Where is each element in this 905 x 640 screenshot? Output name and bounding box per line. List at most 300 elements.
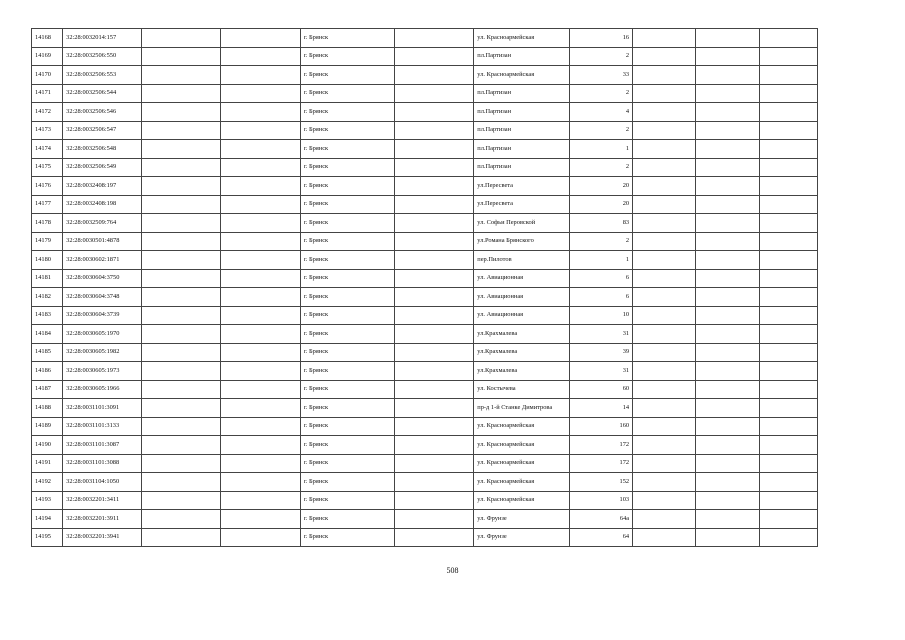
table-row	[32, 195, 818, 214]
empty-cell	[220, 214, 300, 233]
empty-cell	[142, 288, 221, 307]
empty-cell	[142, 177, 221, 196]
cadastral-number-cell: 32:28:0031101:3133	[63, 417, 142, 436]
empty-cell	[759, 251, 817, 270]
empty-cell	[142, 436, 221, 455]
city-cell: г. Брянск	[300, 29, 394, 48]
table-body	[32, 29, 818, 547]
cadastral-number-cell: 32:28:0032408:197	[63, 177, 142, 196]
empty-cell	[696, 343, 759, 362]
empty-cell	[220, 306, 300, 325]
empty-cell	[220, 362, 300, 381]
empty-cell	[142, 454, 221, 473]
city-cell: г. Брянск	[300, 269, 394, 288]
empty-cell	[696, 362, 759, 381]
table-row	[32, 103, 818, 122]
empty-cell	[142, 417, 221, 436]
empty-cell	[696, 158, 759, 177]
empty-cell	[142, 103, 221, 122]
city-cell: г. Брянск	[300, 66, 394, 85]
city-cell: г. Брянск	[300, 510, 394, 529]
empty-cell	[633, 158, 696, 177]
empty-cell	[142, 343, 221, 362]
empty-cell	[220, 177, 300, 196]
empty-cell	[395, 288, 474, 307]
house-number-cell: 4	[569, 103, 632, 122]
empty-cell	[759, 158, 817, 177]
row-number-cell: 14169	[32, 47, 63, 66]
empty-cell	[395, 251, 474, 270]
empty-cell	[696, 29, 759, 48]
empty-cell	[759, 380, 817, 399]
cadastral-number-cell: 32:28:0030605:1966	[63, 380, 142, 399]
street-cell: ул. Авиационная	[474, 306, 570, 325]
empty-cell	[395, 436, 474, 455]
empty-cell	[395, 195, 474, 214]
empty-cell	[759, 121, 817, 140]
empty-cell	[395, 29, 474, 48]
empty-cell	[395, 47, 474, 66]
empty-cell	[220, 195, 300, 214]
empty-cell	[633, 66, 696, 85]
empty-cell	[142, 66, 221, 85]
table-row	[32, 269, 818, 288]
row-number-cell: 14185	[32, 343, 63, 362]
empty-cell	[395, 140, 474, 159]
empty-cell	[696, 473, 759, 492]
house-number-cell: 39	[569, 343, 632, 362]
empty-cell	[142, 380, 221, 399]
empty-cell	[696, 325, 759, 344]
row-number-cell: 14180	[32, 251, 63, 270]
table-row	[32, 399, 818, 418]
row-number-cell: 14184	[32, 325, 63, 344]
empty-cell	[633, 417, 696, 436]
empty-cell	[633, 343, 696, 362]
empty-cell	[759, 325, 817, 344]
street-cell: ул. Авиационная	[474, 269, 570, 288]
empty-cell	[395, 343, 474, 362]
house-number-cell: 1	[569, 140, 632, 159]
house-number-cell: 2	[569, 47, 632, 66]
house-number-cell: 20	[569, 195, 632, 214]
empty-cell	[142, 29, 221, 48]
empty-cell	[696, 177, 759, 196]
empty-cell	[759, 510, 817, 529]
row-number-cell: 14190	[32, 436, 63, 455]
empty-cell	[395, 528, 474, 547]
cadastral-number-cell: 32:28:0031101:3091	[63, 399, 142, 418]
empty-cell	[696, 140, 759, 159]
street-cell: пл.Партизан	[474, 121, 570, 140]
row-number-cell: 14170	[32, 66, 63, 85]
empty-cell	[395, 380, 474, 399]
table-row	[32, 343, 818, 362]
cadastral-number-cell: 32:28:0032506:548	[63, 140, 142, 159]
cadastral-number-cell: 32:28:0032506:550	[63, 47, 142, 66]
house-number-cell: 10	[569, 306, 632, 325]
empty-cell	[759, 528, 817, 547]
empty-cell	[142, 325, 221, 344]
street-cell: ул. Фрунзе	[474, 528, 570, 547]
empty-cell	[395, 491, 474, 510]
cadastral-number-cell: 32:28:0032506:546	[63, 103, 142, 122]
empty-cell	[142, 121, 221, 140]
row-number-cell: 14176	[32, 177, 63, 196]
street-cell: пл.Партизан	[474, 158, 570, 177]
house-number-cell: 31	[569, 325, 632, 344]
table-row	[32, 454, 818, 473]
city-cell: г. Брянск	[300, 417, 394, 436]
empty-cell	[696, 66, 759, 85]
empty-cell	[395, 232, 474, 251]
empty-cell	[633, 177, 696, 196]
empty-cell	[220, 84, 300, 103]
house-number-cell: 103	[569, 491, 632, 510]
empty-cell	[142, 195, 221, 214]
empty-cell	[142, 158, 221, 177]
empty-cell	[395, 510, 474, 529]
empty-cell	[696, 306, 759, 325]
cadastral-number-cell: 32:28:0031101:3088	[63, 454, 142, 473]
city-cell: г. Брянск	[300, 454, 394, 473]
street-cell: ул. Софьи Перовской	[474, 214, 570, 233]
house-number-cell: 152	[569, 473, 632, 492]
empty-cell	[395, 306, 474, 325]
row-number-cell: 14178	[32, 214, 63, 233]
row-number-cell: 14182	[32, 288, 63, 307]
city-cell: г. Брянск	[300, 103, 394, 122]
empty-cell	[142, 510, 221, 529]
row-number-cell: 14187	[32, 380, 63, 399]
empty-cell	[633, 362, 696, 381]
table-row	[32, 510, 818, 529]
city-cell: г. Брянск	[300, 47, 394, 66]
table-row	[32, 251, 818, 270]
empty-cell	[696, 47, 759, 66]
empty-cell	[759, 66, 817, 85]
empty-cell	[142, 399, 221, 418]
cadastral-number-cell: 32:28:0032506:553	[63, 66, 142, 85]
empty-cell	[395, 103, 474, 122]
table-row	[32, 29, 818, 48]
empty-cell	[759, 306, 817, 325]
registry-table	[31, 28, 818, 547]
cadastral-number-cell: 32:28:0032014:157	[63, 29, 142, 48]
house-number-cell: 31	[569, 362, 632, 381]
empty-cell	[220, 473, 300, 492]
row-number-cell: 14192	[32, 473, 63, 492]
row-number-cell: 14168	[32, 29, 63, 48]
cadastral-number-cell: 32:28:0030605:1970	[63, 325, 142, 344]
empty-cell	[633, 195, 696, 214]
empty-cell	[220, 269, 300, 288]
cadastral-number-cell: 32:28:0032506:549	[63, 158, 142, 177]
house-number-cell: 2	[569, 121, 632, 140]
empty-cell	[220, 66, 300, 85]
row-number-cell: 14174	[32, 140, 63, 159]
street-cell: ул.Крахмалева	[474, 362, 570, 381]
table-row	[32, 140, 818, 159]
empty-cell	[220, 399, 300, 418]
cadastral-number-cell: 32:28:0030602:1871	[63, 251, 142, 270]
cadastral-number-cell: 32:28:0030604:3750	[63, 269, 142, 288]
row-number-cell: 14177	[32, 195, 63, 214]
row-number-cell: 14175	[32, 158, 63, 177]
cadastral-number-cell: 32:28:0032408:198	[63, 195, 142, 214]
city-cell: г. Брянск	[300, 232, 394, 251]
street-cell: ул. Фрунзе	[474, 510, 570, 529]
city-cell: г. Брянск	[300, 158, 394, 177]
city-cell: г. Брянск	[300, 140, 394, 159]
empty-cell	[759, 343, 817, 362]
empty-cell	[759, 491, 817, 510]
empty-cell	[142, 47, 221, 66]
empty-cell	[220, 232, 300, 251]
empty-cell	[142, 362, 221, 381]
cadastral-number-cell: 32:28:0031101:3087	[63, 436, 142, 455]
empty-cell	[142, 232, 221, 251]
empty-cell	[220, 140, 300, 159]
street-cell: ул. Костычева	[474, 380, 570, 399]
table-row	[32, 177, 818, 196]
house-number-cell: 64	[569, 528, 632, 547]
empty-cell	[759, 195, 817, 214]
empty-cell	[696, 528, 759, 547]
empty-cell	[395, 158, 474, 177]
empty-cell	[759, 454, 817, 473]
empty-cell	[220, 510, 300, 529]
street-cell: ул. Красноармейская	[474, 66, 570, 85]
empty-cell	[142, 491, 221, 510]
empty-cell	[395, 454, 474, 473]
house-number-cell: 6	[569, 288, 632, 307]
empty-cell	[142, 140, 221, 159]
table-row	[32, 417, 818, 436]
empty-cell	[696, 510, 759, 529]
empty-cell	[759, 417, 817, 436]
empty-cell	[220, 158, 300, 177]
street-cell: пл.Партизан	[474, 47, 570, 66]
empty-cell	[759, 84, 817, 103]
cadastral-number-cell: 32:28:0030501:4878	[63, 232, 142, 251]
empty-cell	[696, 417, 759, 436]
city-cell: г. Брянск	[300, 436, 394, 455]
city-cell: г. Брянск	[300, 325, 394, 344]
empty-cell	[142, 473, 221, 492]
empty-cell	[633, 47, 696, 66]
street-cell: ул.Крахмалева	[474, 343, 570, 362]
empty-cell	[220, 29, 300, 48]
empty-cell	[395, 325, 474, 344]
street-cell: ул. Красноармейская	[474, 454, 570, 473]
city-cell: г. Брянск	[300, 343, 394, 362]
empty-cell	[220, 343, 300, 362]
house-number-cell: 160	[569, 417, 632, 436]
empty-cell	[220, 103, 300, 122]
empty-cell	[633, 84, 696, 103]
empty-cell	[696, 214, 759, 233]
house-number-cell: 60	[569, 380, 632, 399]
empty-cell	[633, 510, 696, 529]
empty-cell	[220, 454, 300, 473]
empty-cell	[220, 417, 300, 436]
empty-cell	[696, 399, 759, 418]
table-row	[32, 436, 818, 455]
empty-cell	[633, 454, 696, 473]
cadastral-number-cell: 32:28:0030604:3739	[63, 306, 142, 325]
empty-cell	[633, 399, 696, 418]
street-cell: ул.Пересвета	[474, 195, 570, 214]
empty-cell	[633, 121, 696, 140]
empty-cell	[220, 251, 300, 270]
street-cell: ул.Пересвета	[474, 177, 570, 196]
city-cell: г. Брянск	[300, 473, 394, 492]
empty-cell	[142, 269, 221, 288]
cadastral-number-cell: 32:28:0032201:3941	[63, 528, 142, 547]
empty-cell	[633, 103, 696, 122]
empty-cell	[759, 399, 817, 418]
table-row	[32, 491, 818, 510]
table-row	[32, 232, 818, 251]
row-number-cell: 14191	[32, 454, 63, 473]
row-number-cell: 14172	[32, 103, 63, 122]
cadastral-number-cell: 32:28:0032201:3411	[63, 491, 142, 510]
house-number-cell: 16	[569, 29, 632, 48]
house-number-cell: 2	[569, 232, 632, 251]
cadastral-number-cell: 32:28:0030605:1973	[63, 362, 142, 381]
row-number-cell: 14181	[32, 269, 63, 288]
city-cell: г. Брянск	[300, 362, 394, 381]
house-number-cell: 64а	[569, 510, 632, 529]
empty-cell	[220, 121, 300, 140]
empty-cell	[633, 29, 696, 48]
empty-cell	[220, 325, 300, 344]
empty-cell	[395, 399, 474, 418]
row-number-cell: 14189	[32, 417, 63, 436]
empty-cell	[220, 491, 300, 510]
empty-cell	[633, 251, 696, 270]
cadastral-number-cell: 32:28:0031104:1050	[63, 473, 142, 492]
empty-cell	[696, 251, 759, 270]
empty-cell	[395, 417, 474, 436]
empty-cell	[633, 306, 696, 325]
empty-cell	[633, 232, 696, 251]
street-cell: пл.Партизан	[474, 140, 570, 159]
street-cell: пер.Пилотов	[474, 251, 570, 270]
empty-cell	[142, 528, 221, 547]
empty-cell	[220, 528, 300, 547]
row-number-cell: 14179	[32, 232, 63, 251]
empty-cell	[220, 288, 300, 307]
empty-cell	[633, 380, 696, 399]
empty-cell	[696, 436, 759, 455]
table-row	[32, 84, 818, 103]
table-row	[32, 121, 818, 140]
city-cell: г. Брянск	[300, 380, 394, 399]
street-cell: ул. Авиационная	[474, 288, 570, 307]
street-cell: пр-д 1-й Станке Димитрова	[474, 399, 570, 418]
row-number-cell: 14173	[32, 121, 63, 140]
cadastral-number-cell: 32:28:0030605:1982	[63, 343, 142, 362]
empty-cell	[759, 214, 817, 233]
empty-cell	[633, 436, 696, 455]
empty-cell	[633, 528, 696, 547]
table-row	[32, 66, 818, 85]
city-cell: г. Брянск	[300, 195, 394, 214]
house-number-cell: 83	[569, 214, 632, 233]
city-cell: г. Брянск	[300, 491, 394, 510]
street-cell: ул. Красноармейская	[474, 29, 570, 48]
empty-cell	[696, 84, 759, 103]
table-row	[32, 380, 818, 399]
empty-cell	[696, 121, 759, 140]
city-cell: г. Брянск	[300, 84, 394, 103]
empty-cell	[633, 491, 696, 510]
house-number-cell: 2	[569, 158, 632, 177]
row-number-cell: 14188	[32, 399, 63, 418]
empty-cell	[395, 473, 474, 492]
street-cell: ул. Красноармейская	[474, 491, 570, 510]
empty-cell	[220, 436, 300, 455]
table-row	[32, 288, 818, 307]
row-number-cell: 14171	[32, 84, 63, 103]
house-number-cell: 6	[569, 269, 632, 288]
empty-cell	[759, 232, 817, 251]
city-cell: г. Брянск	[300, 528, 394, 547]
city-cell: г. Брянск	[300, 214, 394, 233]
empty-cell	[633, 288, 696, 307]
city-cell: г. Брянск	[300, 288, 394, 307]
house-number-cell: 20	[569, 177, 632, 196]
table-row	[32, 325, 818, 344]
empty-cell	[395, 362, 474, 381]
house-number-cell: 172	[569, 436, 632, 455]
table-row	[32, 528, 818, 547]
empty-cell	[696, 454, 759, 473]
street-cell: ул.Романа Брянского	[474, 232, 570, 251]
street-cell: ул. Красноармейская	[474, 417, 570, 436]
empty-cell	[759, 436, 817, 455]
empty-cell	[142, 84, 221, 103]
empty-cell	[395, 66, 474, 85]
empty-cell	[395, 214, 474, 233]
empty-cell	[696, 491, 759, 510]
street-cell: ул.Крахмалева	[474, 325, 570, 344]
street-cell: пл.Партизан	[474, 84, 570, 103]
cadastral-number-cell: 32:28:0032506:547	[63, 121, 142, 140]
cadastral-number-cell: 32:28:0032506:544	[63, 84, 142, 103]
table-row	[32, 214, 818, 233]
house-number-cell: 33	[569, 66, 632, 85]
row-number-cell: 14186	[32, 362, 63, 381]
empty-cell	[395, 269, 474, 288]
empty-cell	[696, 288, 759, 307]
row-number-cell: 14194	[32, 510, 63, 529]
empty-cell	[142, 214, 221, 233]
table-row	[32, 362, 818, 381]
house-number-cell: 172	[569, 454, 632, 473]
empty-cell	[759, 362, 817, 381]
table-row	[32, 47, 818, 66]
table-row	[32, 473, 818, 492]
empty-cell	[633, 140, 696, 159]
empty-cell	[220, 47, 300, 66]
empty-cell	[142, 306, 221, 325]
city-cell: г. Брянск	[300, 306, 394, 325]
street-cell: пл.Партизан	[474, 103, 570, 122]
empty-cell	[759, 177, 817, 196]
